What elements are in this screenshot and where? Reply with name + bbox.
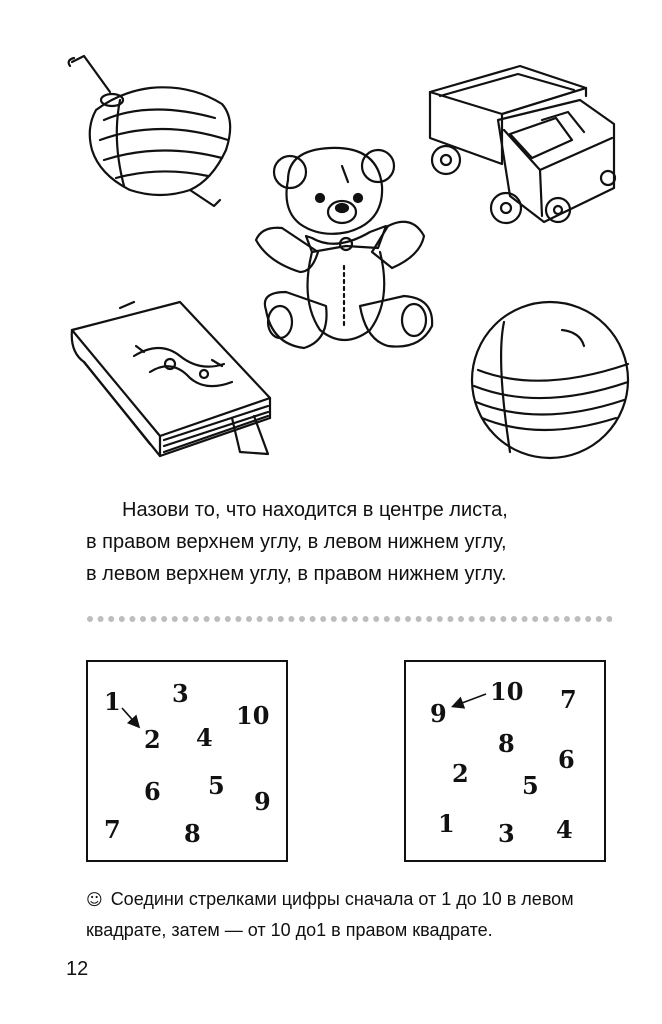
number-label: 10 <box>236 701 270 730</box>
divider-dot <box>363 616 369 622</box>
divider-dot <box>182 616 188 622</box>
divider-dot <box>479 616 485 622</box>
divider-dot <box>193 616 199 622</box>
left-square <box>86 660 288 862</box>
divider-dot <box>416 616 422 622</box>
divider-dot <box>458 616 464 622</box>
divider-dot <box>384 616 390 622</box>
dotted-divider <box>86 612 612 626</box>
divider-dot <box>426 616 432 622</box>
divider-dot <box>129 616 135 622</box>
number-label: 9 <box>254 787 271 816</box>
divider-dot <box>161 616 167 622</box>
divider-dot <box>585 616 591 622</box>
divider-dot <box>108 616 114 622</box>
number-label: 8 <box>498 729 515 758</box>
number-label: 1 <box>104 687 121 716</box>
divider-dot <box>331 616 337 622</box>
divider-dot <box>352 616 358 622</box>
divider-dot <box>267 616 273 622</box>
divider-dot <box>606 616 612 622</box>
divider-dot <box>522 616 528 622</box>
number-label: 3 <box>498 819 515 848</box>
number-label: 5 <box>208 771 225 800</box>
divider-dot <box>437 616 443 622</box>
number-label: 3 <box>172 679 189 708</box>
divider-dot <box>87 616 93 622</box>
divider-dot <box>310 616 316 622</box>
illustrations <box>0 0 662 480</box>
task-line-2: в правом верхнем углу, в левом нижнем углу, <box>86 531 507 553</box>
divider-dot <box>320 616 326 622</box>
number-label: 2 <box>144 725 161 754</box>
number-label: 7 <box>104 815 121 844</box>
number-label: 4 <box>196 723 213 752</box>
divider-dot <box>532 616 538 622</box>
task-text <box>86 494 608 590</box>
divider-dot <box>172 616 178 622</box>
task-line-3: в левом верхнем углу, в правом нижнем углу. <box>86 563 507 585</box>
page-number: 12 <box>66 958 89 980</box>
smiley-icon: ☺ <box>86 890 103 909</box>
divider-dot <box>225 616 231 622</box>
divider-dot <box>151 616 157 622</box>
divider-dot <box>553 616 559 622</box>
instruction-text: Соедини стрелками цифры сначала от 1 до 10 в левом квадрате, затем — от 10 до1 в правом квадрате. <box>86 889 574 940</box>
divider-dot <box>341 616 347 622</box>
instruction <box>86 884 626 945</box>
divider-dot <box>543 616 549 622</box>
divider-dot <box>373 616 379 622</box>
spinning-top-icon <box>69 56 231 206</box>
number-label: 2 <box>452 759 469 788</box>
toy-truck-icon <box>430 66 615 223</box>
divider-dot <box>394 616 400 622</box>
number-label: 6 <box>558 745 575 774</box>
divider-dot <box>98 616 104 622</box>
divider-dot <box>469 616 475 622</box>
number-label: 6 <box>144 777 161 806</box>
number-label: 10 <box>490 677 524 706</box>
divider-dot <box>140 616 146 622</box>
divider-dot <box>288 616 294 622</box>
book-icon <box>72 302 270 456</box>
divider-dot <box>278 616 284 622</box>
number-label: 1 <box>438 809 455 838</box>
divider-dot <box>405 616 411 622</box>
divider-dot <box>257 616 263 622</box>
number-label: 8 <box>184 819 201 848</box>
number-label: 4 <box>556 815 573 844</box>
divider-dot <box>596 616 602 622</box>
number-label: 5 <box>522 771 539 800</box>
right-square <box>404 660 606 862</box>
divider-dot <box>511 616 517 622</box>
divider-dot <box>204 616 210 622</box>
divider-dot <box>490 616 496 622</box>
ball-icon <box>472 302 628 458</box>
divider-dot <box>564 616 570 622</box>
divider-dot <box>447 616 453 622</box>
divider-dot <box>235 616 241 622</box>
divider-dot <box>575 616 581 622</box>
divider-dot <box>299 616 305 622</box>
number-label: 7 <box>560 685 577 714</box>
number-label: 9 <box>430 699 447 728</box>
task-line-1: Назови то, что находится в центре листа, <box>122 499 508 521</box>
teddy-bear-icon <box>256 148 432 348</box>
divider-dot <box>119 616 125 622</box>
divider-dot <box>246 616 252 622</box>
divider-dot <box>500 616 506 622</box>
divider-dot <box>214 616 220 622</box>
